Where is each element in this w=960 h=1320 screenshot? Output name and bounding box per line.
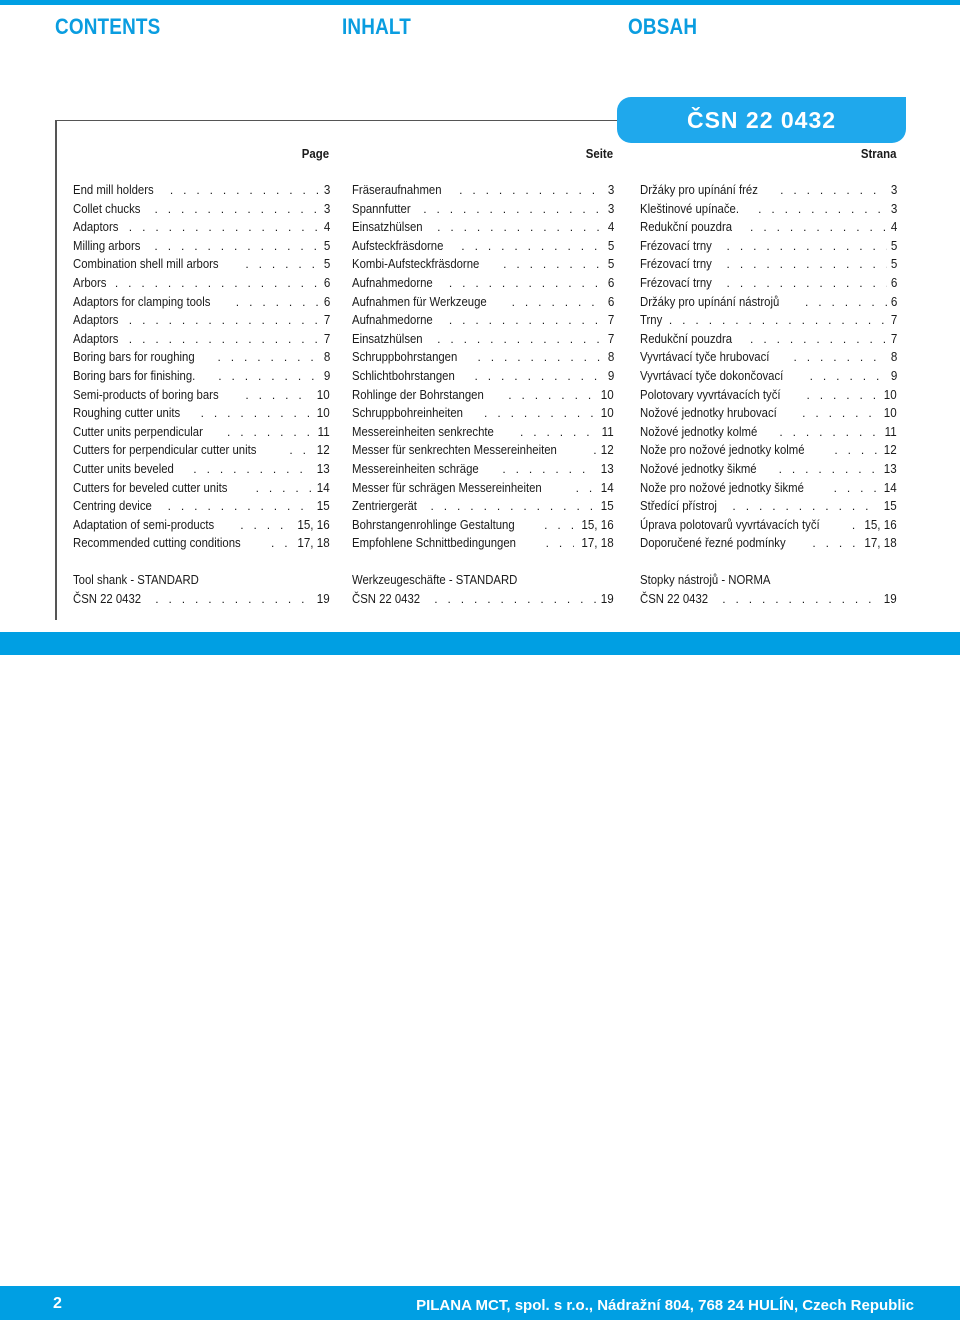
toc-entry-page: 12 [317,442,330,458]
toc-entry-page: 10 [884,405,897,421]
toc-entry[interactable] [640,497,897,516]
toc-entry[interactable] [640,348,897,367]
toc-column-english [73,181,330,553]
toc-entry-page: 9 [607,367,614,383]
toc-entry[interactable] [640,311,897,330]
toc-entry-label: Schruppbohreinheiten [352,405,463,421]
toc-entry-page: 3 [607,200,614,216]
dot-leader [834,479,880,498]
toc-entry-page: 6 [607,274,614,290]
toc-entry-label: Kleštinové upínače. [640,200,739,216]
toc-entry[interactable] [73,460,330,479]
dot-leader [810,367,887,386]
heading-obsah: OBSAH [628,14,698,39]
toc-entry[interactable] [640,218,897,237]
dot-leader [834,441,879,460]
toc-entry[interactable] [73,590,330,609]
toc-entry-label: Cutter units beveled [73,460,174,476]
dot-leader [805,293,887,312]
dot-leader [289,441,312,460]
toc-entry-page: 6 [890,274,897,290]
toc-entry[interactable] [640,404,897,423]
mid-accent-bar [0,632,960,655]
toc-entry[interactable] [640,293,897,312]
column-header-page: Page [301,146,329,161]
standard-badge [617,97,906,143]
toc-entry-label: Adaptors [73,330,119,346]
toc-entry-page: 11 [601,423,614,439]
toc-entry-label: Aufsteckfräsdorne [352,237,444,253]
footer-company: PILANA MCT, spol. s r.o., Nádražní 804, 768 24 HULÍN, Czech Republic [416,1297,914,1314]
toc-entry[interactable] [73,516,330,535]
toc-entry[interactable] [352,441,614,460]
toc-entry-label: Doporučené řezné podmínky [640,535,786,551]
toc-entry[interactable] [352,293,614,312]
toc-entry-label: Messer für senkrechten Messereinheiten [352,442,557,458]
standard-badge-text: ČSN 22 0432 [686,106,837,133]
toc-entry-label: ČSN 22 0432 [640,590,709,606]
toc-entry-page: 3 [890,182,897,197]
toc-entry[interactable] [73,200,330,219]
dot-leader [423,200,603,219]
toc-entry[interactable] [73,534,330,553]
dot-leader [245,386,312,405]
dot-leader [449,311,604,330]
dot-leader [520,423,597,442]
toc-entry-label: Držáky pro upínání nástrojů [640,293,780,309]
toc-entry-label: Aufnahmen für Werkzeuge [352,293,487,309]
toc-entry-label: Trny [640,312,663,328]
toc-entry-label: Combination shell mill arbors [73,256,219,272]
dot-leader [732,497,879,516]
toc-entry-label: Fräseraufnahmen [352,182,442,197]
footer-bar [0,1286,960,1320]
toc-entry-label: Spannfutter [352,200,411,216]
toc-entry[interactable] [352,218,614,237]
toc-entry-label: Redukční pouzdra [640,219,733,235]
dot-leader [727,255,887,274]
toc-entry-label: Kombi-Aufsteckfräsdorne [352,256,480,272]
toc-entry-page: 6 [323,274,330,290]
tool-shank-english [73,571,330,608]
toc-entry-page: 5 [890,256,897,272]
toc-entry[interactable] [640,386,897,405]
toc-entry[interactable] [640,181,897,200]
toc-entry-label: Adaptors for clamping tools [73,293,211,309]
toc-entry-page: 7 [890,312,897,328]
toc-entry-label: ČSN 22 0432 [73,590,142,606]
toc-entry-page: 8 [607,349,614,365]
toc-entry-label: Nože pro nožové jednotky šikmé [640,479,804,495]
heading-inhalt: INHALT [342,14,412,39]
toc-entry[interactable] [73,237,330,256]
dot-leader [593,441,596,460]
toc-entry[interactable] [640,460,897,479]
toc-entry[interactable] [73,274,330,293]
toc-entry[interactable] [640,330,897,349]
toc-entry-label: Cutters for perpendicular cutter units [73,442,257,458]
heading-contents: CONTENTS [55,14,161,39]
column-header-seite: Seite [585,146,613,161]
dot-leader [217,348,319,367]
toc-entry-page: 17, 18 [864,535,897,551]
toc-entry[interactable] [73,386,330,405]
toc-entry[interactable] [73,293,330,312]
toc-entry-page: 6 [323,293,330,309]
toc-entry-page: 3 [323,200,330,216]
toc-entry-label: Empfohlene Schnittbedingungen [352,535,516,551]
dot-leader [129,311,320,330]
dot-leader [812,534,857,553]
toc-entry-label: Schlichtbohrstangen [352,367,455,383]
toc-entry-page: 17, 18 [581,535,614,551]
toc-entry-page: 7 [607,330,614,346]
toc-entry-page: 8 [323,349,330,365]
dot-leader [779,460,880,479]
toc-entry[interactable] [352,274,614,293]
toc-entry-page: 10 [884,386,897,402]
toc-entry-page: 9 [323,367,330,383]
dot-leader [484,404,596,423]
footer-page-number: 2 [53,1295,62,1312]
toc-entry-label: Polotovary vyvrtávacích tyčí [640,386,781,402]
toc-entry[interactable] [73,404,330,423]
dot-leader [852,516,857,535]
dot-leader [503,255,604,274]
dot-leader [271,534,290,553]
dot-leader [794,348,887,367]
toc-entry-label: Messereinheiten senkrechte [352,423,494,439]
dot-leader [459,181,604,200]
toc-entry-label: Arbors [73,274,107,290]
toc-entry[interactable] [73,311,330,330]
toc-entry-page: 3 [323,182,330,197]
toc-entry[interactable] [352,367,614,386]
toc-entry-label: Zentriergerät [352,498,417,514]
toc-entry[interactable] [640,590,897,609]
toc-entry[interactable] [640,237,897,256]
toc-entry-label: Adaptors [73,312,119,328]
toc-entry-page: 7 [323,330,330,346]
toc-entry-page: 5 [607,237,614,253]
toc-entry-label: Nožové jednotky kolmé [640,423,758,439]
toc-entry-label: Frézovací trny [640,256,712,272]
toc-entry-label: Rohlinge der Bohrstangen [352,386,484,402]
dot-leader [780,181,887,200]
dot-leader [170,181,320,200]
toc-entry-label: Einsatzhülsen [352,330,423,346]
column-header-strana: Strana [860,146,896,161]
toc-entry-page: 10 [601,386,614,402]
toc-entry-page: 19 [884,590,897,606]
toc-entry-page: 6 [607,293,614,309]
toc-entry-page: 14 [601,479,614,495]
dot-leader [508,386,596,405]
toc-entry-page: 12 [884,442,897,458]
toc-entry-page: 5 [890,237,897,253]
dot-leader [502,460,596,479]
toc-entry-label: Nožové jednotky hrubovací [640,405,777,421]
toc-entry-label: Adaptation of semi-products [73,516,215,532]
dot-leader [129,218,320,237]
toc-entry[interactable] [640,200,897,219]
toc-entry[interactable] [640,441,897,460]
dot-leader [154,200,319,219]
dot-leader [722,590,879,609]
dot-leader [155,590,312,609]
toc-entry-label: Frézovací trny [640,237,712,253]
toc-entry-page: 19 [317,590,330,606]
top-divider [55,120,635,121]
toc-entry-label: Messer für schrägen Messereinheiten [352,479,542,495]
dot-leader [750,330,887,349]
toc-entry-label: Boring bars for roughing [73,349,195,365]
dot-leader [201,404,313,423]
dot-leader [669,311,887,330]
toc-entry[interactable] [73,348,330,367]
toc-entry-label: Adaptors [73,219,119,235]
dot-leader [431,497,597,516]
toc-entry-label: Schruppbohrstangen [352,349,458,365]
toc-entry-page: 5 [607,256,614,272]
toc-entry[interactable] [73,441,330,460]
dot-leader [727,237,887,256]
dot-leader [544,516,574,535]
toc-entry-page: 10 [317,405,330,421]
toc-entry-page: 5 [323,256,330,272]
toc-entry[interactable] [73,181,330,200]
toc-entry-label: Středící přístroj [640,498,717,514]
toc-entry-page: 10 [601,405,614,421]
toc-entry-page: 13 [317,460,330,476]
dot-leader [236,293,320,312]
toc-entry-label: Nože pro nožové jednotky kolmé [640,442,805,458]
dot-leader [245,255,319,274]
toc-entry-page: 15, 16 [864,516,897,532]
toc-entry-label: Aufnahmedorne [352,274,433,290]
toc-entry-page: 11 [317,423,330,439]
toc-entry-label: ČSN 22 0432 [352,590,421,606]
dot-leader [193,460,312,479]
toc-entry-page: 4 [890,219,897,235]
toc-entry[interactable] [640,367,897,386]
dot-leader [758,200,887,219]
dot-leader [218,367,319,386]
tool-shank-title: Werkzeugeschäfte - STANDARD [352,572,518,587]
toc-entry-label: Redukční pouzdra [640,330,733,346]
toc-entry[interactable] [640,255,897,274]
toc-entry-page: 17, 18 [297,535,330,551]
toc-entry-page: 15 [317,498,330,514]
left-divider [55,120,57,620]
toc-entry-label: Milling arbors [73,237,141,253]
dot-leader [546,534,575,553]
toc-entry-page: 7 [607,312,614,328]
toc-entry-page: 15, 16 [581,516,614,532]
toc-entry-page: 7 [323,312,330,328]
toc-entry[interactable] [352,423,614,442]
toc-entry-label: Collet chucks [73,200,141,216]
toc-entry-page: 13 [884,460,897,476]
dot-leader [115,274,320,293]
toc-entry[interactable] [73,218,330,237]
toc-entry[interactable] [73,255,330,274]
toc-entry[interactable] [352,516,614,535]
toc-entry-label: Vyvrtávací tyče hrubovací [640,349,770,365]
toc-entry[interactable] [352,237,614,256]
toc-entry-page: 9 [890,367,897,383]
toc-entry[interactable] [640,479,897,498]
toc-entry-label: Messereinheiten schräge [352,460,479,476]
toc-entry-page: 19 [601,590,614,606]
dot-leader [449,274,604,293]
toc-entry-label: Držáky pro upínání fréz [640,182,758,197]
toc-entry-page: 7 [890,330,897,346]
toc-entry[interactable] [352,404,614,423]
dot-leader [437,218,604,237]
toc-entry[interactable] [352,348,614,367]
toc-column-czech [640,181,897,553]
toc-entry-label: Centring device [73,498,152,514]
toc-entry-label: Cutters for beveled cutter units [73,479,228,495]
section-header [0,5,960,52]
toc-entry-label: Frézovací trny [640,274,712,290]
dot-leader [806,386,879,405]
toc-entry-page: 4 [607,219,614,235]
toc-entry-label: Semi-products of boring bars [73,386,219,402]
tool-shank-german [352,571,614,608]
toc-entry-label: Boring bars for finishing. [73,367,196,383]
toc-entry[interactable] [352,330,614,349]
toc-entry-page: 11 [884,423,897,439]
dot-leader [129,330,320,349]
toc-entry-page: 6 [890,293,897,309]
dot-leader [154,237,319,256]
tool-shank-title: Tool shank - STANDARD [73,572,199,587]
toc-entry-page: 14 [884,479,897,495]
dot-leader [727,274,887,293]
toc-entry-label: Úprava polotovarů vyvrtávacích tyčí [640,516,820,532]
toc-entry-page: 15 [884,498,897,514]
dot-leader [240,516,290,535]
toc-entry-label: Bohrstangenrohlinge Gestaltung [352,516,515,532]
toc-entry-label: End mill holders [73,182,154,197]
toc-entry-page: 8 [890,349,897,365]
toc-entry-page: 15, 16 [297,516,330,532]
toc-entry[interactable] [352,200,614,219]
toc-entry[interactable] [352,534,614,553]
dot-leader [227,423,313,442]
toc-entry-page: 15 [601,498,614,514]
dot-leader [802,404,879,423]
toc-entry-page: 5 [323,237,330,253]
tool-shank-czech [640,571,897,608]
dot-leader [750,218,887,237]
toc-entry[interactable] [352,181,614,200]
toc-entry-page: 3 [890,200,897,216]
toc-entry[interactable] [352,590,614,609]
toc-entry[interactable] [352,460,614,479]
toc-entry-page: 3 [607,182,614,197]
toc-entry-page: 13 [601,460,614,476]
toc-entry-label: Cutter units perpendicular [73,423,203,439]
dot-leader [437,330,604,349]
dot-leader [512,293,604,312]
toc-entry[interactable] [73,367,330,386]
dot-leader [434,590,596,609]
toc-entry-page: 12 [601,442,614,458]
toc-entry[interactable] [640,274,897,293]
toc-entry-page: 14 [317,479,330,495]
toc-entry-page: 10 [317,386,330,402]
dot-leader [779,423,880,442]
toc-entry[interactable] [352,497,614,516]
toc-entry[interactable] [352,479,614,498]
toc-entry[interactable] [73,479,330,498]
toc-entry[interactable] [352,386,614,405]
toc-entry[interactable] [640,516,897,535]
toc-entry-label: Einsatzhülsen [352,219,423,235]
toc-entry[interactable] [73,330,330,349]
toc-entry-page: 4 [323,219,330,235]
toc-entry-label: Vyvrtávací tyče dokončovací [640,367,784,383]
toc-entry[interactable] [73,423,330,442]
dot-leader [477,348,603,367]
toc-entry[interactable] [352,255,614,274]
dot-leader [461,237,603,256]
toc-entry-label: Recommended cutting conditions [73,535,241,551]
tool-shank-title: Stopky nástrojů - NORMA [640,572,771,587]
toc-entry-label: Aufnahmedorne [352,312,433,328]
toc-entry[interactable] [352,311,614,330]
toc-entry[interactable] [73,497,330,516]
dot-leader [256,479,313,498]
toc-entry-label: Roughing cutter units [73,405,181,421]
dot-leader [576,479,597,498]
toc-entry-label: Nožové jednotky šikmé [640,460,757,476]
toc-entry[interactable] [640,423,897,442]
toc-column-german [352,181,614,553]
toc-entry[interactable] [640,534,897,553]
dot-leader [168,497,313,516]
dot-leader [475,367,604,386]
